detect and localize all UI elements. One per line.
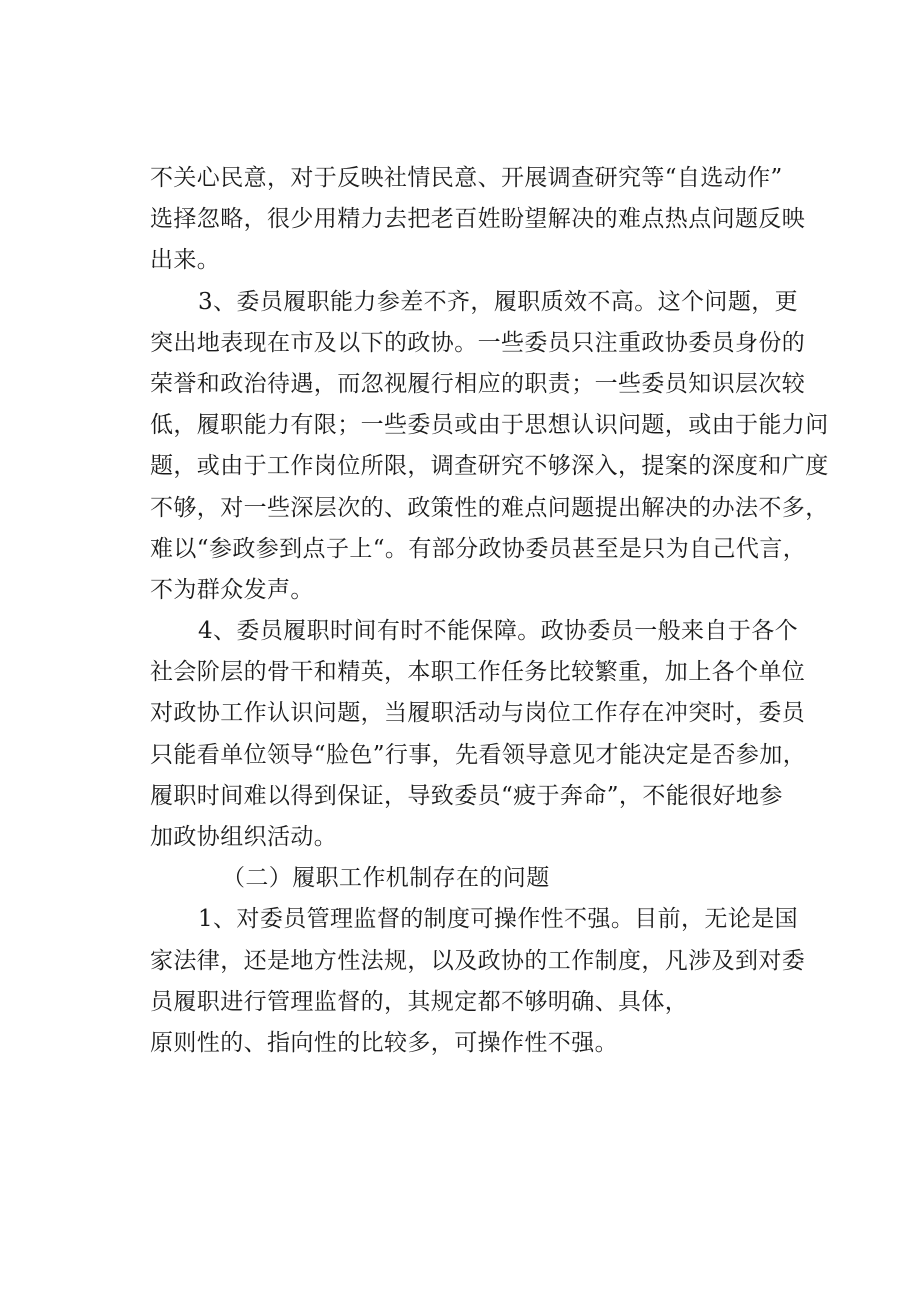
paragraph-heading-line: 4、委员履职时间有时不能保障。政协委员一般来自于各个 — [198, 618, 799, 645]
text-line: 不关心民意，对于反映社情民意、开展调查研究等“自选动作” — [150, 165, 783, 191]
text-line: 原则性的、指向性的比较多，可操作性不强。 — [150, 1029, 618, 1056]
text-line: 加政协组织活动。 — [150, 824, 338, 850]
text-line: 低，履职能力有限；一些委员或由于思想认识问题，或由于能力问 — [150, 412, 829, 439]
text-line: 只能看单位领导“脸色”行事，先看领导意见才能决定是否参加， — [150, 741, 807, 768]
text-line: 不为群众发声。 — [150, 576, 314, 603]
text-line: 对政协工作认识问题，当履职活动与岗位工作存在冲突时，委员 — [150, 700, 806, 727]
text-line: 家法律，还是地方性法规，以及政协的工作制度，凡涉及到对委 — [150, 947, 806, 974]
text-line: 突出地表现在市及以下的政协。一些委员只注重政协委员身份的 — [150, 329, 806, 356]
text-line: 出来。 — [150, 247, 221, 274]
text-line: 社会阶层的骨干和精英，本职工作任务比较繁重，加上各个单位 — [150, 659, 806, 686]
body-text — [150, 158, 829, 1064]
paragraph-heading-line: 1、对委员管理监督的制度可操作性不强。目前，无论是国 — [198, 906, 799, 933]
text-line: 荣誉和政治待遇，而忽视履行相应的职责；一些委员知识层次较 — [150, 370, 806, 397]
text-line: 不够，对一些深层次的、政策性的难点问题提出解决的办法不多， — [150, 494, 829, 521]
text-line: 题，或由于工作岗位所限，调查研究不够深入，提案的深度和广度 — [150, 453, 829, 480]
text-line: 选择忽略，很少用精力去把老百姓盼望解决的难点热点问题反映 — [150, 206, 806, 233]
section-heading: （二）履职工作机制存在的问题 — [222, 865, 550, 892]
paragraph-heading-line: 3、委员履职能力参差不齐，履职质效不高。这个问题，更 — [198, 288, 799, 315]
text-line: 难以“参政参到点子上“。有部分政协委员甚至是只为自己代言， — [150, 535, 807, 562]
text-line: 员履职进行管理监督的，其规定都不够明确、具体， — [150, 988, 689, 1015]
text-line: 履职时间难以得到保证，导致委员“疲于奔命”，不能很好地参 — [150, 782, 783, 809]
